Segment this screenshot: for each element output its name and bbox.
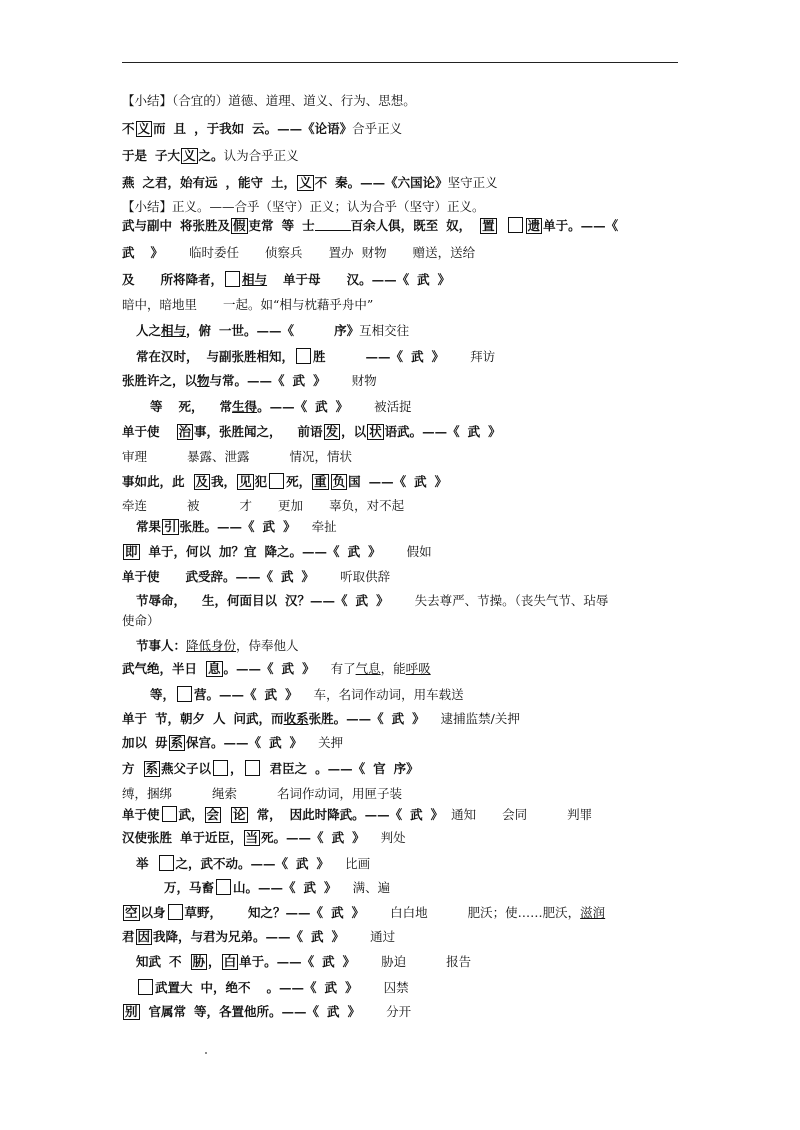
text: 武 <box>411 349 424 364</box>
text: 死。——《 <box>261 830 324 845</box>
text: 武受辞。——《 <box>185 569 274 584</box>
text: 毋 <box>155 735 168 750</box>
text: 燕父子以 <box>161 761 212 776</box>
text: 武 <box>296 856 309 871</box>
keyword-box: 空 <box>125 905 138 920</box>
text: 事，张胜闻之， <box>194 424 282 439</box>
gloss: ，侍奉他人 <box>236 638 299 653</box>
text: 》 <box>285 687 298 702</box>
text: 等 <box>150 399 163 414</box>
text: 与常。——《 <box>209 373 285 388</box>
text: 常在汉时， <box>136 349 199 364</box>
annotation: ，能 <box>380 661 406 676</box>
text: 节事人： <box>136 638 187 653</box>
gloss-line <box>122 245 475 263</box>
text: 土， <box>271 175 297 190</box>
text: 单于使 <box>122 424 160 439</box>
text: 。——《 <box>223 661 274 676</box>
example-line <box>122 1004 411 1022</box>
empty-box <box>138 979 153 995</box>
text: 不 <box>314 175 328 190</box>
gloss: 财物 <box>361 245 387 260</box>
text: 武 <box>414 474 427 489</box>
gloss: 情况，情状 <box>289 449 353 464</box>
annotation: 失去尊严、节操。（丧失气节、玷辱 <box>414 593 609 608</box>
gloss: 临时委任 <box>189 245 240 260</box>
gloss-line <box>122 297 373 315</box>
text: 一世。——《 <box>219 323 295 338</box>
example-line <box>136 638 299 656</box>
text: 所将降者， <box>160 272 224 287</box>
text: 》 <box>345 980 358 995</box>
keyword-box: 即 <box>125 544 138 559</box>
text: 》 <box>430 807 444 822</box>
text: 方 <box>122 761 135 776</box>
text: 常果 <box>136 519 162 534</box>
text: 武置大 <box>155 980 193 995</box>
annotation: 会同 <box>502 807 528 822</box>
text: 武 <box>331 830 345 845</box>
text: 国 <box>348 474 361 489</box>
text: 人 <box>213 711 226 726</box>
gloss: 被 <box>187 498 200 513</box>
text: 》 <box>488 424 501 439</box>
text: 武 <box>327 1004 340 1019</box>
gloss: 侦察兵 <box>265 245 303 260</box>
gloss: 缚，捆绑 <box>122 786 173 801</box>
annotation: 比画 <box>345 856 371 871</box>
keyword-box: 义 <box>137 121 151 136</box>
gloss: 更加 <box>278 498 304 513</box>
annotation: 囚禁 <box>383 980 409 995</box>
text: 我降，与君为兄弟。——《 <box>153 929 304 944</box>
summary-text: 【小结】（合宜的）道德、道理、道义、行为、思想。 <box>122 93 416 108</box>
annotation: 通过 <box>370 929 396 944</box>
text: 前语 <box>297 424 323 439</box>
text: 万，马畜 <box>164 880 215 895</box>
keyword-box: 胁 <box>192 954 206 969</box>
text: 及 <box>122 272 135 287</box>
gloss-line <box>122 449 352 467</box>
text: 武气绝，半日 <box>122 661 198 676</box>
annotation: 关押 <box>318 735 344 750</box>
example-line <box>122 148 299 166</box>
keyword-box: 引 <box>164 519 177 534</box>
annotation: 互相交往 <box>359 323 410 338</box>
example-line <box>122 217 618 235</box>
gloss: 暗中，暗地里 <box>122 297 198 312</box>
text: 武与副中 <box>122 218 173 233</box>
text: 武 <box>281 569 294 584</box>
text: 燕 <box>122 175 135 190</box>
text: 汉。——《 <box>346 272 410 287</box>
text: 山。——《 <box>233 880 296 895</box>
text: 营。——《 <box>194 687 257 702</box>
text: 》 <box>376 593 389 608</box>
annotation: 判罪 <box>567 807 593 822</box>
text: ——《 <box>365 349 404 364</box>
annotation: 有了 <box>330 661 356 676</box>
empty-box <box>225 271 240 287</box>
text: 等 <box>281 218 295 233</box>
summary-text: 【小结】正义。——合乎（坚守）正义；认为合乎（坚守）正义。 <box>122 199 485 214</box>
text: 将张胜及 <box>180 218 231 233</box>
example-line <box>122 271 450 289</box>
keyword-box: 置 <box>482 218 495 233</box>
example-line <box>150 686 464 704</box>
text: ，能守 <box>225 175 264 190</box>
text: 》 <box>368 544 381 559</box>
keyword-box: 发 <box>325 424 339 439</box>
text: 》 <box>302 661 315 676</box>
example-line <box>136 519 337 537</box>
example-line <box>136 954 471 972</box>
text: 等，各置他所。——《 <box>194 1004 320 1019</box>
text: 死， <box>178 399 204 414</box>
text: ， <box>162 687 176 702</box>
empty-box <box>159 855 174 871</box>
text: 》 <box>316 856 330 871</box>
text: 因此时降武。——《 <box>289 807 403 822</box>
annotation: 车，名词作动词，用车载送 <box>313 687 464 702</box>
annotation: 听取供辞 <box>340 569 391 584</box>
gloss: 名词作动词，用匣子装 <box>277 786 403 801</box>
example-line <box>122 544 432 562</box>
text: 与副张胜相知， <box>206 349 295 364</box>
text: 举 <box>136 856 149 871</box>
text: 官 <box>373 761 386 776</box>
text: 武 <box>303 880 317 895</box>
text: 武 <box>467 424 481 439</box>
text: 死， <box>286 474 312 489</box>
example-line <box>122 711 520 729</box>
annotation: 牵扯 <box>311 519 337 534</box>
keyword-box: 重 <box>314 474 327 489</box>
text: 》 <box>434 474 448 489</box>
gloss-underline: 滋润 <box>580 905 606 920</box>
text: 单于近臣， <box>180 830 243 845</box>
example-line <box>136 593 608 611</box>
annotation: 坚守正义 <box>447 175 498 190</box>
text: 武 <box>347 544 361 559</box>
keyword-box: 义 <box>183 148 196 163</box>
empty-box <box>508 217 523 233</box>
example-line <box>136 323 409 341</box>
example-line <box>122 904 605 922</box>
empty-box <box>216 879 231 895</box>
text: 单于，何以 <box>148 544 212 559</box>
keyword-box: 系 <box>145 761 159 776</box>
gloss: 辜负，对不起 <box>329 498 405 513</box>
example-line <box>164 879 390 897</box>
keyword-underline: 相与 <box>242 272 268 287</box>
text: 张胜许之，以 <box>122 373 198 388</box>
text: 序》 <box>334 323 360 338</box>
example-line <box>122 661 431 679</box>
example-line <box>122 806 592 824</box>
text: 且 <box>173 121 187 136</box>
text: 武 <box>292 373 306 388</box>
keyword-box: 白 <box>223 954 237 969</box>
text: 》 <box>437 272 451 287</box>
text: 官属常 <box>148 1004 187 1019</box>
text: 犯 <box>254 474 268 489</box>
text: 武 <box>262 519 276 534</box>
empty-box <box>177 686 192 702</box>
text: 之，武不动。——《 <box>175 856 289 871</box>
text: 单于。——《 <box>239 954 315 969</box>
annotation: 合乎正义 <box>352 121 403 136</box>
text: 。——《 <box>315 761 366 776</box>
text: 我， <box>211 474 237 489</box>
text: 生，何面目以 <box>202 593 278 608</box>
example-line <box>122 121 402 139</box>
example-line <box>122 760 419 778</box>
summary-line-2 <box>122 199 485 217</box>
gloss: 赠送，送给 <box>412 245 476 260</box>
gloss: 绳索 <box>212 786 238 801</box>
fill-blank <box>315 218 351 231</box>
annotation: 胁迫 <box>381 954 407 969</box>
text: 》 <box>324 880 337 895</box>
text: ，于我如 <box>194 121 245 136</box>
text: 汉？——《 <box>285 593 348 608</box>
keyword-box: 遗 <box>527 218 541 233</box>
text: 》 <box>352 830 365 845</box>
text: 子大 <box>155 148 181 163</box>
text: 》 <box>342 954 356 969</box>
text: 加以 <box>122 735 148 750</box>
example-line <box>122 569 390 587</box>
text: 加？宜 <box>219 544 257 559</box>
example-line <box>136 979 409 997</box>
text: 单于使 <box>122 569 160 584</box>
keyword-box: 义 <box>299 175 312 190</box>
text: 武 <box>311 929 324 944</box>
text: 奴， <box>446 218 472 233</box>
text: 君臣之 <box>269 761 308 776</box>
text: 汉使张胜 <box>122 830 173 845</box>
gloss: 置办 <box>328 245 354 260</box>
text: ， <box>208 954 221 969</box>
text: 节，朝夕 <box>155 711 206 726</box>
text: 单于。——《 <box>543 218 619 233</box>
keyword-box: 别 <box>125 1004 138 1019</box>
empty-box <box>296 348 311 364</box>
keyword-box: 负 <box>332 474 346 489</box>
annotation: 判处 <box>380 830 406 845</box>
keyword-underline: 相与 <box>161 323 187 338</box>
example-line <box>136 855 370 873</box>
text: 。——《 <box>266 980 317 995</box>
text: 武， <box>178 807 204 822</box>
keyword-box: 治 <box>178 424 192 439</box>
empty-box <box>168 904 183 920</box>
gloss: 一起。如“相与枕藉乎舟中” <box>223 297 374 312</box>
annotation: 财物 <box>351 373 377 388</box>
example-line <box>122 735 343 753</box>
text: ，俯 <box>186 323 212 338</box>
keyword-box: 及 <box>195 474 209 489</box>
example-line <box>122 424 501 442</box>
text: ，以 <box>341 424 367 439</box>
text: 之。 <box>198 148 224 163</box>
text: 》 <box>347 1004 361 1019</box>
annotation: 假如 <box>406 544 432 559</box>
text: 以身 <box>140 905 166 920</box>
gloss-underline: 气息 <box>355 661 381 676</box>
text: 中，绝不 <box>200 980 251 995</box>
keyword-box: 状 <box>369 424 382 439</box>
text: 不 <box>169 954 182 969</box>
text: 武 <box>264 687 278 702</box>
text: 知武 <box>136 954 162 969</box>
footer-dot <box>205 1052 207 1054</box>
gloss: 牵连 <box>122 498 148 513</box>
keyword-box: 系 <box>170 735 184 750</box>
empty-box <box>245 760 260 776</box>
text: 语武。——《 <box>384 424 460 439</box>
keyword-underline: 收系 <box>283 711 309 726</box>
text: 》 <box>313 373 326 388</box>
text: 张胜。——《 <box>179 519 255 534</box>
summary-line-1 <box>122 93 416 111</box>
annotation: 认为合乎正义 <box>223 148 299 163</box>
annotation: 报告 <box>446 954 472 969</box>
text: 吏常 <box>248 218 274 233</box>
text: 》 <box>301 569 315 584</box>
keyword-box: 见 <box>239 474 252 489</box>
annotation: 拜访 <box>470 349 496 364</box>
keyword-underline: 生得 <box>232 399 258 414</box>
text: 君 <box>122 929 135 944</box>
annotation: 通知 <box>451 807 477 822</box>
keyword-box: 当 <box>245 830 259 845</box>
text: 常， <box>256 807 282 822</box>
example-line <box>122 373 377 391</box>
keyword-box: 息 <box>208 661 221 676</box>
text: 》 <box>335 399 349 414</box>
text: 节辱命， <box>136 593 187 608</box>
text: 序》 <box>393 761 419 776</box>
text: 武 <box>410 807 423 822</box>
text: 人之 <box>136 323 162 338</box>
text: 武 <box>122 245 135 260</box>
text: 》 <box>431 349 445 364</box>
example-line <box>150 399 412 417</box>
text: 。——《 <box>257 399 308 414</box>
gloss-line <box>122 498 404 516</box>
text: 单于使 <box>122 807 160 822</box>
text: 降之。——《 <box>264 544 340 559</box>
text: 常 <box>219 399 233 414</box>
text: 武 <box>417 272 430 287</box>
text: 问武，而 <box>233 711 284 726</box>
text: 武 <box>322 954 335 969</box>
text: 士 <box>302 218 315 233</box>
text: 》 <box>331 929 345 944</box>
text: 云。——《论语》 <box>252 121 353 136</box>
annotation: 白白地 <box>390 905 428 920</box>
keyword-underline: 降低身份 <box>186 638 237 653</box>
header-rule <box>122 62 678 63</box>
text: 单于 <box>122 711 148 726</box>
gloss: 使命） <box>122 613 160 628</box>
text: 事如此，此 <box>122 474 185 489</box>
keyword-underline: 物 <box>197 373 210 388</box>
text: ——《 <box>368 474 407 489</box>
text: 保宫。——《 <box>186 735 262 750</box>
empty-box <box>269 473 284 489</box>
annotation: 肥沃；使……肥沃， <box>467 905 581 920</box>
text: ， <box>230 761 243 776</box>
keyword-box: 会 <box>206 807 220 822</box>
empty-box <box>162 806 177 822</box>
example-line <box>122 830 406 848</box>
text: 秦。——《六国论》 <box>335 175 448 190</box>
text: 之君，始有远 <box>142 175 218 190</box>
gloss-line <box>122 613 160 631</box>
gloss-underline: 呼吸 <box>405 661 431 676</box>
example-line <box>136 348 495 366</box>
text: 单于母 <box>283 272 321 287</box>
example-line <box>122 929 395 947</box>
text: 武 <box>315 399 328 414</box>
keyword-box: 因 <box>137 929 151 944</box>
text: 武 <box>391 711 405 726</box>
text: 武 <box>281 661 295 676</box>
empty-box <box>213 760 228 776</box>
text: 草野， <box>184 905 223 920</box>
text: 武 <box>269 735 282 750</box>
gloss: 才 <box>239 498 253 513</box>
text: 》 <box>351 905 365 920</box>
text: 武 <box>355 593 369 608</box>
annotation: 逮捕监禁/关押 <box>440 711 520 726</box>
keyword-box: 论 <box>233 807 246 822</box>
text: 胜 <box>313 349 326 364</box>
example-line <box>122 473 447 491</box>
text: 知之？——《 <box>248 905 324 920</box>
text: 》 <box>283 519 296 534</box>
text: 而 <box>153 121 166 136</box>
text: 武 <box>324 980 338 995</box>
text: 张胜。——《 <box>308 711 384 726</box>
gloss-line <box>122 786 402 804</box>
text: 武 <box>331 905 344 920</box>
annotation: 分开 <box>386 1004 412 1019</box>
text: 》 <box>412 711 425 726</box>
gloss: 审理 <box>122 449 148 464</box>
annotation: 满、遍 <box>352 880 391 895</box>
annotation: 被活捉 <box>374 399 412 414</box>
text: 》 <box>150 245 164 260</box>
text: 于是 <box>122 148 148 163</box>
text: 不 <box>122 121 135 136</box>
text: 》 <box>289 735 303 750</box>
gloss: 暴露、泄露 <box>187 449 250 464</box>
text: 等 <box>150 687 163 702</box>
example-line <box>122 175 498 193</box>
text: 百余人俱，既至 <box>350 218 439 233</box>
keyword-box: 假 <box>233 218 246 233</box>
